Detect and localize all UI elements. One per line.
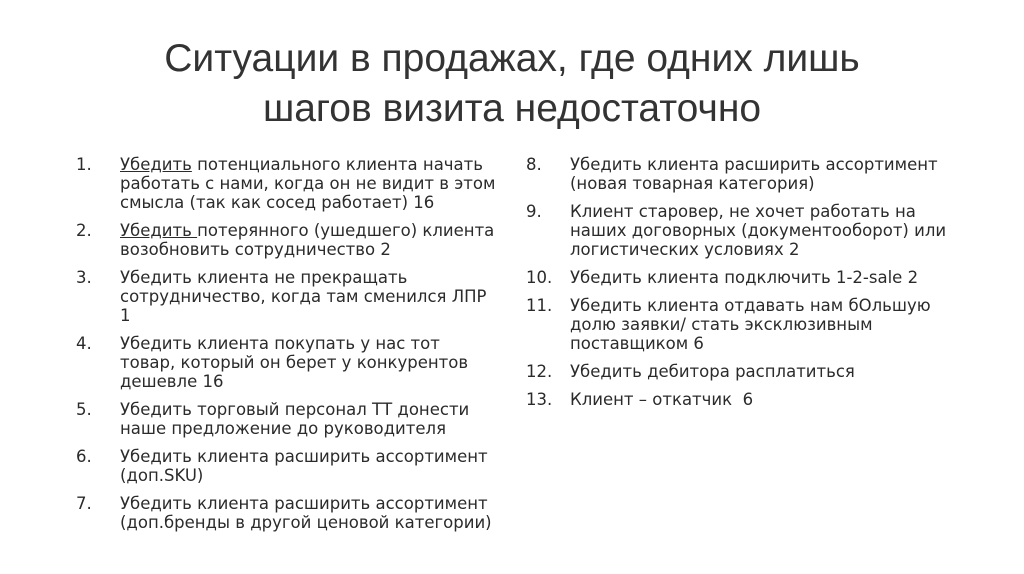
list-number: 6.: [76, 447, 92, 466]
list-item: [76, 447, 500, 485]
list-item: [526, 362, 966, 381]
list-item: [76, 334, 500, 391]
item-text: Убедить торговый персонал ТТ донести наше предложение до руководителя: [120, 400, 470, 438]
slide-title-line-2: шагов визита недостаточно: [262, 87, 762, 130]
list-number: 9.: [526, 202, 542, 221]
item-text: Клиент – откатчик 6: [570, 390, 754, 409]
list-number: 2.: [76, 221, 92, 240]
list-item: [76, 155, 500, 212]
item-text: Убедить клиента отдавать нам бОльшую долю заявки/ стать эксклюзивным поставщиком 6: [570, 296, 931, 353]
underlined-verb: Убедить: [120, 221, 198, 240]
list-text: [570, 390, 966, 409]
list-text: [570, 296, 966, 353]
left-list: [76, 155, 500, 541]
item-text: потерянного (ушедшего) клиента возобновить сотрудничество 2: [120, 221, 495, 259]
list-item: [526, 268, 966, 287]
list-text: [570, 155, 966, 193]
list-item: [526, 296, 966, 353]
list-item: [76, 494, 500, 532]
list-number: 10.: [526, 268, 553, 287]
list-number: 11.: [526, 296, 553, 315]
list-text: [120, 334, 500, 391]
list-text: [120, 447, 500, 485]
item-text: Убедить клиента расширить ассортимент (доп.SKU): [120, 447, 488, 485]
list-number: 4.: [76, 334, 92, 353]
item-text: Убедить клиента покупать у нас тот товар, который он берет у конкурентов дешевле 16: [120, 334, 469, 391]
list-text: [120, 221, 500, 259]
list-item: [76, 400, 500, 438]
right-list: [526, 155, 966, 418]
slide-title-line-1: Ситуации в продажах, где одних лишь: [164, 37, 860, 80]
item-text: Убедить клиента расширить ассортимент (новая товарная категория): [570, 155, 938, 193]
list-number: 7.: [76, 494, 92, 513]
item-text: Убедить клиента подключить 1-2-sale 2: [570, 268, 919, 287]
list-number: 1.: [76, 155, 92, 174]
list-item: [76, 221, 500, 259]
list-item: [526, 202, 966, 259]
underlined-verb: Убедить: [120, 155, 192, 174]
list-text: [120, 400, 500, 438]
list-text: [570, 268, 966, 287]
list-number: 12.: [526, 362, 553, 381]
slide-title: [80, 34, 944, 134]
list-text: [120, 268, 500, 325]
list-number: 3.: [76, 268, 92, 287]
item-text: Убедить клиента не прекращать сотрудничество, когда там сменился ЛПР 1: [120, 268, 487, 325]
item-text: потенциального клиента начать работать с нами, когда он не видит в этом смысла (так как сосед работает) 16: [120, 155, 496, 212]
list-text: [120, 155, 500, 212]
item-text: Убедить дебитора расплатиться: [570, 362, 855, 381]
list-item: [526, 390, 966, 409]
list-item: [526, 155, 966, 193]
item-text: Клиент старовер, не хочет работать на наших договорных (документооборот) или логистических условиях 2: [570, 202, 947, 259]
list-text: [120, 494, 500, 532]
list-number: 13.: [526, 390, 553, 409]
list-item: [76, 268, 500, 325]
list-number: 8.: [526, 155, 542, 174]
list-text: [570, 202, 966, 259]
list-text: [570, 362, 966, 381]
list-number: 5.: [76, 400, 92, 419]
item-text: Убедить клиента расширить ассортимент (доп.бренды в другой ценовой категории): [120, 494, 492, 532]
